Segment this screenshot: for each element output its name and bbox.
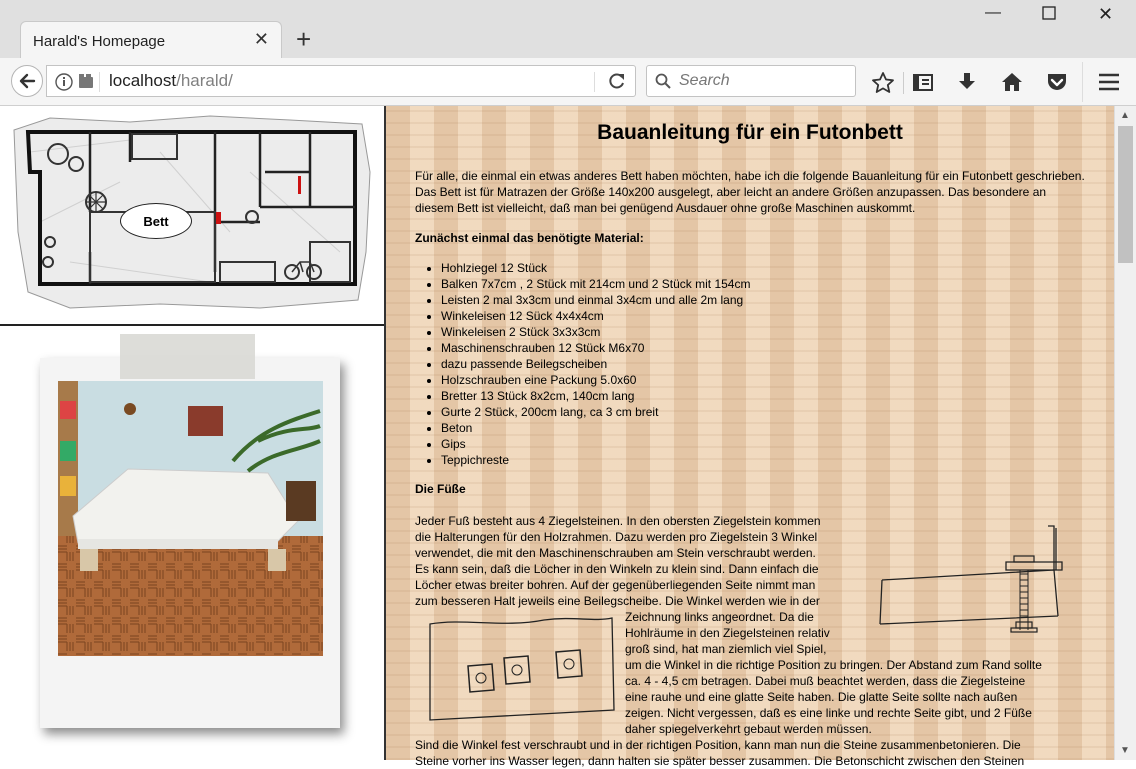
list-item: • Hohlziegel 12 Stück	[441, 260, 1085, 276]
title-bar	[0, 0, 1136, 58]
material-list	[415, 260, 1085, 468]
list-item: • Maschinenschrauben 12 Stück M6x70	[441, 340, 1085, 356]
text-line: Jeder Fuß besteht aus 4 Ziegelsteinen. In den obersten Ziegelstein kommen	[415, 514, 821, 528]
text-line: Zeichnung links angeordnet. Da die	[625, 610, 814, 624]
floor-plan-image[interactable]	[10, 112, 375, 312]
right-frame	[386, 106, 1114, 768]
search-icon	[655, 73, 671, 94]
text-line: ca. 4 - 4,5 cm betragen. Dabei muß beachtet werden, dass die Ziegelsteine	[625, 674, 1026, 688]
list-item: • Holzschrauben eine Packung 5.0x60	[441, 372, 1085, 388]
list-item: • Winkeleisen 12 Sück 4x4x4cm	[441, 308, 1085, 324]
back-arrow-icon	[18, 72, 36, 90]
pocket-icon[interactable]	[1045, 71, 1069, 93]
text-line: zum besseren Halt jeweils eine Beilegscheibe. Die Winkel werden wie in der	[415, 594, 820, 608]
bracket-sketch	[878, 522, 1078, 642]
material-heading: Zunächst einmal das benötigte Material:	[415, 231, 644, 245]
navigation-toolbar	[0, 58, 1136, 106]
scroll-up-icon[interactable]: ▲	[1120, 110, 1130, 121]
url-separator-right	[594, 72, 595, 92]
bubble-label: Bett	[143, 213, 169, 229]
search-placeholder: Search	[679, 72, 730, 89]
new-tab-icon[interactable]: +	[296, 24, 312, 54]
frame-divider	[0, 324, 384, 326]
text-line: eine rauhe und eine glatte Seite haben. Die glatte Seite sollte nach außen	[625, 690, 1018, 704]
feet-paragraph-c	[625, 657, 1085, 737]
text-line: Hohlräume in den Ziegelsteinen relativ	[625, 626, 830, 640]
list-item: • Teppichreste	[441, 452, 1085, 468]
list-item: • Bretter 13 Stück 8x2cm, 140cm lang	[441, 388, 1085, 404]
url-text[interactable]: localhost/harald/	[109, 71, 233, 90]
left-frame	[0, 106, 386, 760]
intro-paragraph: Für alle, die einmal ein etwas anderes Bett haben möchten, habe ich die folgende Bauanleitung für ein Futonbett geschrieben. Das Bett ist für Matrazen der Größe 140x200 ausgelegt, aber leicht an andere Größen anzupassen. Das besondere an diesem Bett ist vielleicht, daß man bei genügend Ausdauer ohne große Maschinen auskommt.	[415, 169, 1085, 215]
futon-bed-photo[interactable]	[58, 381, 323, 656]
library-icon[interactable]	[911, 71, 935, 93]
text-line: zeigen. Nicht vergessen, daß es eine linke und rechte Seite gibt, und 2 Füße	[625, 706, 1032, 720]
back-button[interactable]	[11, 65, 43, 97]
download-icon[interactable]	[955, 71, 979, 93]
list-item: • Balken 7x7cm , 2 Stück mit 214cm und 2 Stück mit 154cm	[441, 276, 1085, 292]
text-line: Steine vorher ins Wasser legen, dann halten sie später besser zusammen. Die Betonschicht zwischen den Steinen	[415, 754, 1025, 768]
list-item: • Winkeleisen 2 Stück 3x3x3cm	[441, 324, 1085, 340]
brick-sketch	[424, 612, 620, 724]
browser-tab[interactable]	[20, 21, 282, 58]
menu-icon[interactable]	[1097, 71, 1121, 93]
toolbar-separator	[903, 72, 904, 94]
vertical-scrollbar[interactable]	[1114, 106, 1136, 760]
close-window-icon[interactable]: ✕	[1098, 4, 1114, 24]
home-icon[interactable]	[1000, 71, 1024, 93]
page-content	[0, 106, 1136, 768]
list-item: • Gurte 2 Stück, 200cm lang, ca 3 cm breit	[441, 404, 1085, 420]
tape-strip	[120, 334, 255, 379]
site-info-icon[interactable]	[55, 72, 95, 97]
tab-title: Harald's Homepage	[33, 33, 166, 50]
text-line: daher spiegelverkehrt gebaut werden müssen.	[625, 722, 872, 736]
text-line: um die Winkel in die richtige Position zu bringen. Der Abstand zum Rand sollte	[625, 658, 1042, 672]
scrollbar-thumb[interactable]	[1118, 126, 1133, 263]
text-line: Löcher etwas breiter bohren. Auf der gegenüberliegenden Seite nimmt man	[415, 578, 816, 592]
list-item: • Leisten 2 mal 3x3cm und einmal 3x4cm und alle 2m lang	[441, 292, 1085, 308]
page-title: Bauanleitung für ein Futonbett	[597, 121, 903, 144]
reload-icon[interactable]	[607, 71, 627, 96]
text-line: verwendet, die mit den Maschinenschrauben am Stein verschraubt werden.	[415, 546, 816, 560]
list-item: • dazu passende Beilegscheiben	[441, 356, 1085, 372]
bookmark-star-icon[interactable]	[871, 71, 895, 93]
minimize-icon[interactable]: —	[985, 4, 1001, 21]
text-line: groß sind, hat man ziemlich viel Spiel,	[625, 642, 827, 656]
url-separator	[99, 72, 100, 92]
text-line: Es kann sein, daß die Löcher in den Winkeln zu klein sind. Dann einfach die	[415, 562, 819, 576]
close-tab-icon[interactable]: ✕	[253, 29, 269, 49]
scroll-down-icon[interactable]: ▼	[1120, 745, 1130, 756]
address-bar[interactable]	[46, 65, 636, 97]
text-line: die Halterungen für den Holzrahmen. Dazu werden pro Ziegelstein 3 Winkel	[415, 530, 818, 544]
list-item: • Beton	[441, 420, 1085, 436]
bett-speech-bubble[interactable]	[120, 203, 192, 239]
text-line: Sind die Winkel fest verschraubt und in der richtigen Position, kann man nun die Steine zusammenbetonieren. Die	[415, 738, 1021, 752]
list-item: • Gips	[441, 436, 1085, 452]
toolbar-separator-2	[1082, 62, 1083, 102]
search-bar[interactable]	[646, 65, 856, 97]
maximize-icon[interactable]	[1042, 6, 1056, 25]
feet-heading: Die Füße	[415, 482, 466, 496]
